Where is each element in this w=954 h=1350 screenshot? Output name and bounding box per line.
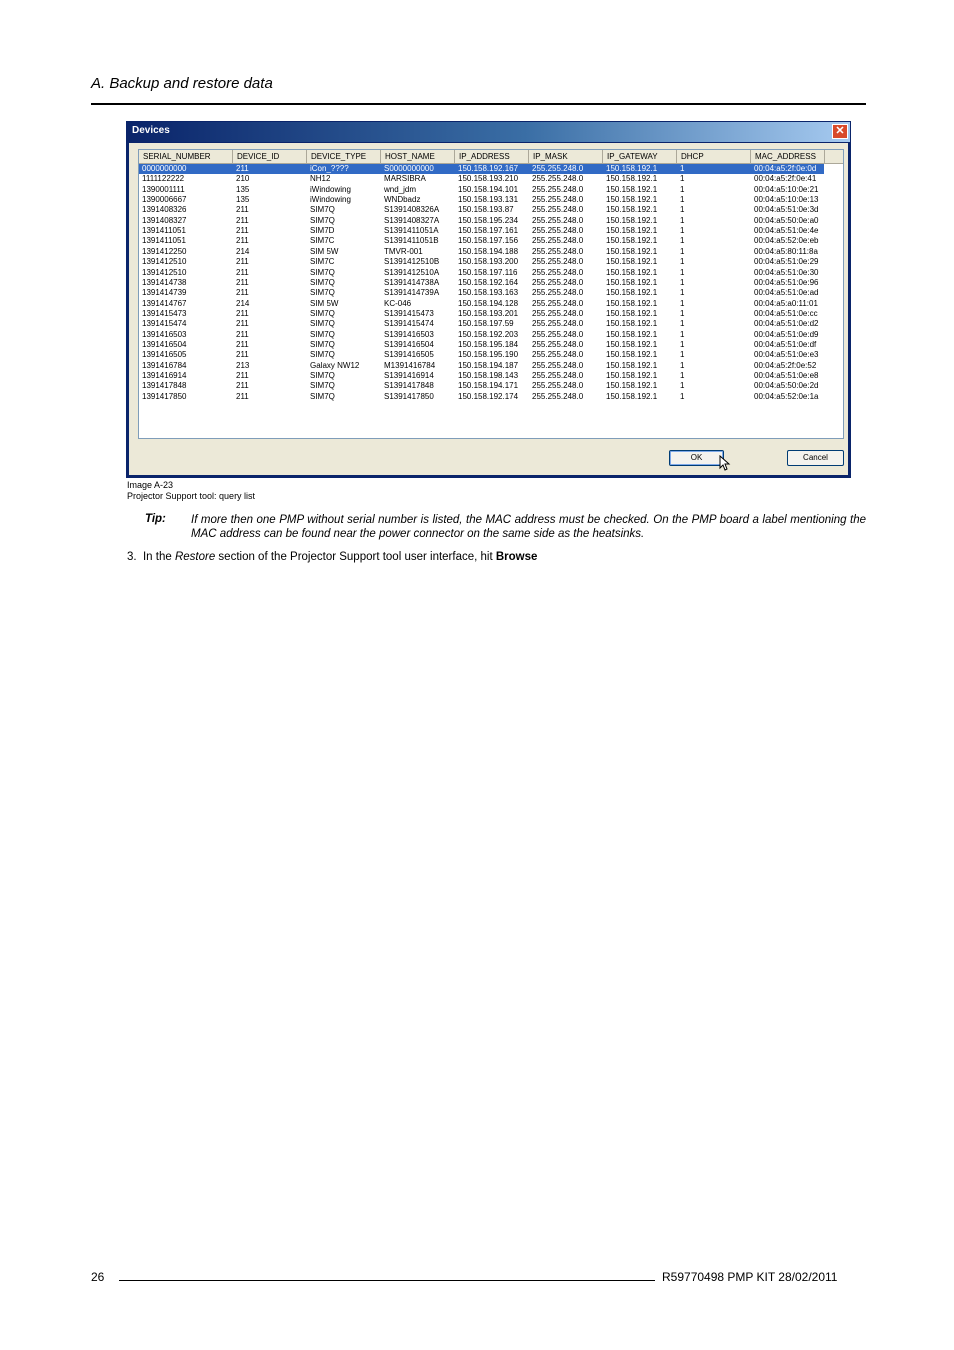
cell-ip-mask: 255.255.248.0 [532,195,584,205]
cell-serial-number: 1391414738 [142,277,187,287]
cell-dhcp: 1 [680,350,685,360]
cell-ip-address: 150.158.197.116 [458,267,518,277]
cell-ip-gateway: 150.158.192.1 [606,226,658,236]
cell-ip-gateway: 150.158.192.1 [606,381,658,391]
cell-device-id: 211 [236,164,249,173]
cell-mac-address: 00:04:a5:51:0e:d9 [754,329,819,339]
cell-mac-address: 00:04:a5:51:0e:30 [754,267,819,277]
cell-ip-mask: 255.255.248.0 [532,329,584,339]
cell-ip-gateway: 150.158.192.1 [606,184,658,194]
cell-ip-address: 150.158.193.163 [458,288,519,298]
cell-ip-address: 150.158.194.128 [458,298,519,308]
cell-device-type: SIM 5W [310,298,339,308]
cell-device-id: 211 [236,381,249,391]
figure-id: Image A-23 [127,480,174,490]
document-reference: R59770498 PMP KIT 28/02/2011 [662,1270,838,1284]
table-row[interactable] [139,216,824,226]
cell-ip-address: 150.158.197.59 [458,319,514,329]
cell-ip-gateway: 150.158.192.1 [606,391,658,401]
table-row[interactable] [139,392,824,402]
cell-device-type: iWindowing [310,195,351,205]
cell-mac-address: 00:04:a5:51:0e:e8 [754,371,819,380]
cell-host-name: wnd_jdm [384,184,417,194]
cell-ip-gateway: 150.158.192.1 [606,298,658,308]
cell-mac-address: 00:04:a5:50:0e:a0 [754,215,819,225]
cell-dhcp: 1 [680,205,685,215]
cell-host-name: M1391416784 [384,360,436,370]
close-icon: ✕ [835,125,845,137]
device-list[interactable] [138,149,844,439]
cell-ip-address: 150.158.192.167 [458,164,519,173]
cell-dhcp: 1 [680,164,685,173]
cell-mac-address: 00:04:a5:2f:0e:52 [754,360,817,370]
step-3 [127,551,537,563]
cell-host-name: S1391411051A [384,226,439,236]
cell-device-id: 211 [236,277,249,287]
cell-ip-mask: 255.255.248.0 [532,350,584,360]
cell-device-id: 211 [236,329,249,339]
cell-device-type: iCon_???? [310,164,349,173]
column-header-device-type[interactable]: DEVICE_TYPE [307,150,381,163]
cell-dhcp: 1 [680,257,685,267]
cell-ip-mask: 255.255.248.0 [532,288,584,298]
cell-host-name: S1391414738A [384,277,440,287]
cell-mac-address: 00:04:a5:51:0e:3d [754,205,819,215]
cell-device-type: SIM7D [310,226,335,236]
cell-device-type: SIM7Q [310,215,335,225]
cell-ip-address: 150.158.195.190 [458,350,519,360]
cell-mac-address: 00:04:a5:2f:0e:0d [754,164,817,173]
footer-rule [119,1280,655,1281]
cell-serial-number: 1391414739 [142,288,187,298]
table-row[interactable] [139,195,824,205]
cell-ip-gateway: 150.158.192.1 [606,308,658,318]
cell-ip-gateway: 150.158.192.1 [606,195,658,205]
cell-ip-address: 150.158.198.143 [458,371,519,380]
cell-mac-address: 00:04:a5:a0:11:01 [754,298,818,308]
cell-serial-number: 1391411051 [142,226,186,236]
cell-host-name: S1391416504 [384,339,434,349]
step-number: 3. [127,551,137,563]
cell-serial-number: 1391412510 [142,257,187,267]
cell-device-id: 211 [236,267,249,277]
table-row[interactable] [139,319,824,329]
table-row[interactable] [139,309,824,319]
cell-device-type: SIM7Q [310,308,335,318]
table-row[interactable] [139,247,824,257]
cell-serial-number: 1390006667 [142,195,187,205]
table-row[interactable] [139,288,824,298]
close-button[interactable] [832,124,848,139]
cell-mac-address: 00:04:a5:52:0e:1a [754,391,819,401]
mouse-cursor-icon [719,455,731,471]
cell-serial-number: 1391412510 [142,267,187,277]
column-header-ip-mask[interactable]: IP_MASK [529,150,603,163]
table-row[interactable] [139,174,824,184]
cell-dhcp: 1 [680,298,685,308]
cell-ip-mask: 255.255.248.0 [532,174,584,184]
cell-host-name: S1391411051B [384,236,439,246]
cell-device-id: 211 [236,339,249,349]
cell-dhcp: 1 [680,277,685,287]
cell-ip-mask: 255.255.248.0 [532,298,584,308]
cell-device-type: SIM7Q [310,205,335,215]
cell-ip-gateway: 150.158.192.1 [606,205,658,215]
cell-dhcp: 1 [680,360,685,370]
cell-dhcp: 1 [680,184,685,194]
cell-dhcp: 1 [680,381,685,391]
step-text-pre: In the [142,551,175,563]
cell-device-type: SIM7Q [310,350,335,360]
cell-ip-mask: 255.255.248.0 [532,184,584,194]
cell-ip-address: 150.158.197.161 [458,226,519,236]
cell-ip-address: 150.158.195.184 [458,339,519,349]
cell-host-name: WNDbadz [384,195,421,205]
table-row[interactable] [139,340,824,350]
cell-ip-address: 150.158.193.200 [458,257,519,267]
cell-ip-address: 150.158.193.201 [458,308,519,318]
cell-ip-mask: 255.255.248.0 [532,205,584,215]
cell-ip-mask: 255.255.248.0 [532,164,584,173]
column-header-dhcp[interactable]: DHCP [677,150,751,163]
table-row[interactable] [139,205,824,215]
cell-serial-number: 1391414767 [142,298,187,308]
table-row[interactable] [139,257,824,267]
dialog-client [129,143,848,475]
cell-dhcp: 1 [680,174,685,184]
cell-ip-mask: 255.255.248.0 [532,371,584,380]
cell-dhcp: 1 [680,246,685,256]
cell-ip-address: 150.158.193.210 [458,174,519,184]
table-row[interactable] [139,361,824,371]
cell-ip-mask: 255.255.248.0 [532,391,584,401]
cell-host-name: KC-046 [384,298,412,308]
table-row[interactable] [139,268,824,278]
cell-device-id: 211 [236,257,249,267]
cell-dhcp: 1 [680,391,685,401]
cell-ip-address: 150.158.197.156 [458,236,519,246]
cell-ip-address: 150.158.194.188 [458,246,519,256]
cell-mac-address: 00:04:a5:51:0e:cc [754,308,818,318]
cell-dhcp: 1 [680,288,685,298]
cell-ip-mask: 255.255.248.0 [532,226,584,236]
cell-ip-gateway: 150.158.192.1 [606,360,658,370]
cell-mac-address: 00:04:a5:51:0e:df [754,339,817,349]
table-row[interactable] [139,236,824,246]
cell-dhcp: 1 [680,267,685,277]
cell-ip-address: 150.158.192.164 [458,277,519,287]
cell-device-type: SIM7Q [310,391,335,401]
cell-host-name: S1391416914 [384,371,434,380]
cell-ip-address: 150.158.194.101 [458,184,519,194]
cell-device-id: 211 [236,350,249,360]
cell-device-type: SIM7C [310,236,335,246]
cell-serial-number: 1391416784 [142,360,187,370]
cell-ip-address: 150.158.194.171 [458,381,519,391]
cell-ip-mask: 255.255.248.0 [532,246,584,256]
cell-host-name: TMVR-001 [384,246,423,256]
cell-device-id: 211 [236,236,249,246]
cell-mac-address: 00:04:a5:51:0e:ad [754,288,819,298]
cell-ip-mask: 255.255.248.0 [532,308,584,318]
cell-ip-address: 150.158.192.174 [458,391,519,401]
figure-caption: Projector Support tool: query list [127,491,256,501]
column-header-serial-number[interactable]: SERIAL_NUMBER [139,150,233,163]
step-text-restore: Restore [174,551,216,563]
cell-host-name: S1391415473 [384,308,434,318]
table-row[interactable] [139,299,824,309]
cell-serial-number: 1391415474 [142,319,187,329]
dialog-title: Devices [132,125,170,136]
cell-device-id: 211 [236,391,249,401]
header-rule [91,103,866,105]
step-text-browse: Browse [495,551,538,563]
cell-host-name: S1391417848 [384,381,434,391]
cell-device-id: 210 [236,174,250,184]
cell-device-id: 211 [236,215,249,225]
cell-ip-gateway: 150.158.192.1 [606,246,658,256]
column-header-mac-address[interactable]: MAC_ADDRESS [751,150,825,163]
cell-dhcp: 1 [680,226,685,236]
cell-ip-mask: 255.255.248.0 [532,319,584,329]
cell-host-name: MARSIBRA [384,174,426,184]
cell-device-type: SIM7Q [310,381,335,391]
table-row[interactable] [139,381,824,391]
tip-label: Tip: [145,513,166,525]
cell-device-id: 214 [236,298,250,308]
cell-device-type: SIM7Q [310,319,335,329]
cell-device-type: SIM7Q [310,277,335,287]
cell-device-type: iWindowing [310,184,351,194]
cell-serial-number: 1391408327 [142,215,187,225]
cell-ip-gateway: 150.158.192.1 [606,257,658,267]
cell-ip-mask: 255.255.248.0 [532,360,584,370]
cell-ip-gateway: 150.158.192.1 [606,288,658,298]
table-row[interactable] [139,371,824,381]
cell-dhcp: 1 [680,215,685,225]
cell-ip-gateway: 150.158.192.1 [606,350,658,360]
cell-host-name: S1391412510B [384,257,440,267]
cell-ip-gateway: 150.158.192.1 [606,164,658,173]
cell-ip-mask: 255.255.248.0 [532,381,584,391]
cell-ip-gateway: 150.158.192.1 [606,339,658,349]
cell-serial-number: 1391416503 [142,329,187,339]
cell-device-id: 211 [236,371,249,380]
cell-host-name: S1391416505 [384,350,434,360]
cell-ip-gateway: 150.158.192.1 [606,267,658,277]
cell-device-id: 211 [236,205,249,215]
cell-device-type: NH12 [310,174,331,184]
cell-ip-gateway: 150.158.192.1 [606,215,658,225]
cell-dhcp: 1 [680,319,685,329]
cell-host-name: S1391414739A [384,288,440,298]
cell-device-id: 211 [236,308,249,318]
cell-ip-address: 150.158.193.131 [458,195,519,205]
column-header-host-name[interactable]: HOST_NAME [381,150,455,163]
cell-host-name: S1391408326A [384,205,440,215]
cell-host-name: S1391417850 [384,391,434,401]
cell-serial-number: 1391416505 [142,350,187,360]
cell-device-type: SIM7Q [310,288,335,298]
cell-ip-gateway: 150.158.192.1 [606,236,658,246]
cell-serial-number: 0000000000 [142,164,187,173]
dialog-titlebar[interactable] [127,122,850,142]
cell-mac-address: 00:04:a5:51:0e:e3 [754,350,819,360]
cell-ip-gateway: 150.158.192.1 [606,174,658,184]
cell-ip-mask: 255.255.248.0 [532,339,584,349]
cell-ip-mask: 255.255.248.0 [532,267,584,277]
cell-device-id: 214 [236,246,250,256]
cell-host-name: S1391408327A [384,215,440,225]
cell-device-id: 213 [236,360,250,370]
cell-device-type: Galaxy NW12 [310,360,360,370]
cell-mac-address: 00:04:a5:51:0e:4e [754,226,819,236]
cell-serial-number: 1391412250 [142,246,187,256]
cell-ip-gateway: 150.158.192.1 [606,277,658,287]
cell-device-type: SIM7Q [310,267,335,277]
cell-host-name: S1391412510A [384,267,440,277]
cell-device-id: 135 [236,184,250,194]
cell-mac-address: 00:04:a5:10:0e:21 [754,184,819,194]
column-header-device-id[interactable]: DEVICE_ID [233,150,307,163]
cell-ip-mask: 255.255.248.0 [532,257,584,267]
list-header [139,150,844,164]
table-row[interactable] [139,164,824,174]
cell-device-type: SIM7Q [310,371,335,380]
cell-mac-address: 00:04:a5:50:0e:2d [754,381,819,391]
cell-device-id: 135 [236,195,250,205]
cell-ip-address: 150.158.195.234 [458,215,519,225]
column-header-ip-address[interactable]: IP_ADDRESS [455,150,529,163]
cell-device-id: 211 [236,288,249,298]
cell-host-name: S1391415474 [384,319,434,329]
cell-host-name: S0000000000 [384,164,434,173]
cell-dhcp: 1 [680,329,685,339]
cell-serial-number: 1390001111 [142,184,185,194]
cell-serial-number: 1391417850 [142,391,187,401]
page-number: 26 [91,1270,105,1284]
cell-mac-address: 00:04:a5:51:0e:d2 [754,319,819,329]
cell-mac-address: 00:04:a5:52:0e:eb [754,236,819,246]
cell-mac-address: 00:04:a5:51:0e:96 [754,277,819,287]
cell-ip-mask: 255.255.248.0 [532,215,584,225]
cell-dhcp: 1 [680,195,685,205]
cell-ip-mask: 255.255.248.0 [532,236,584,246]
cell-ip-address: 150.158.194.187 [458,360,519,370]
cell-ip-address: 150.158.192.203 [458,329,519,339]
table-row[interactable] [139,226,824,236]
tip-text: If more then one PMP without serial number is listed, the MAC address must be checked. On the PMP board a label mentioning the MAC address can be found near the power connector on the same side as the heatsinks. [191,514,866,540]
step-text-mid: section of the Projector Support tool user interface, hit [215,551,496,563]
cell-dhcp: 1 [680,236,685,246]
cell-serial-number: 1391417848 [142,381,187,391]
cell-host-name: S1391416503 [384,329,434,339]
cell-dhcp: 1 [680,371,685,380]
cell-device-id: 211 [236,226,249,236]
cell-ip-mask: 255.255.248.0 [532,277,584,287]
cell-serial-number: 1391411051 [142,236,186,246]
cell-serial-number: 1391416504 [142,339,187,349]
cell-device-type: SIM7Q [310,329,335,339]
cell-ip-gateway: 150.158.192.1 [606,319,658,329]
cell-mac-address: 00:04:a5:51:0e:29 [754,257,819,267]
table-row[interactable] [139,185,824,195]
cell-serial-number: 1391415473 [142,308,187,318]
cell-device-id: 211 [236,319,249,329]
cell-serial-number: 1391416914 [142,371,187,380]
cell-device-type: SIM7C [310,257,335,267]
cell-ip-address: 150.158.193.87 [458,205,514,215]
ok-button[interactable]: OK [669,450,724,466]
cell-mac-address: 00:04:a5:2f:0e:41 [754,174,817,184]
cell-device-type: SIM7Q [310,339,335,349]
cell-mac-address: 00:04:a5:80:11:8a [754,246,818,256]
cell-ip-gateway: 150.158.192.1 [606,329,658,339]
column-header-ip-gateway[interactable]: IP_GATEWAY [603,150,677,163]
table-row[interactable] [139,350,824,360]
table-row[interactable] [139,330,824,340]
cell-ip-gateway: 150.158.192.1 [606,371,658,380]
table-row[interactable] [139,278,824,288]
cell-dhcp: 1 [680,308,685,318]
cell-mac-address: 00:04:a5:10:0e:13 [754,195,819,205]
devices-dialog [126,121,851,478]
cancel-button[interactable]: Cancel [787,450,844,466]
cell-serial-number: 1391408326 [142,205,187,215]
cell-serial-number: 1111122222 [142,174,185,184]
section-title: A. Backup and restore data [91,75,273,92]
cell-dhcp: 1 [680,339,685,349]
cell-device-type: SIM 5W [310,246,339,256]
